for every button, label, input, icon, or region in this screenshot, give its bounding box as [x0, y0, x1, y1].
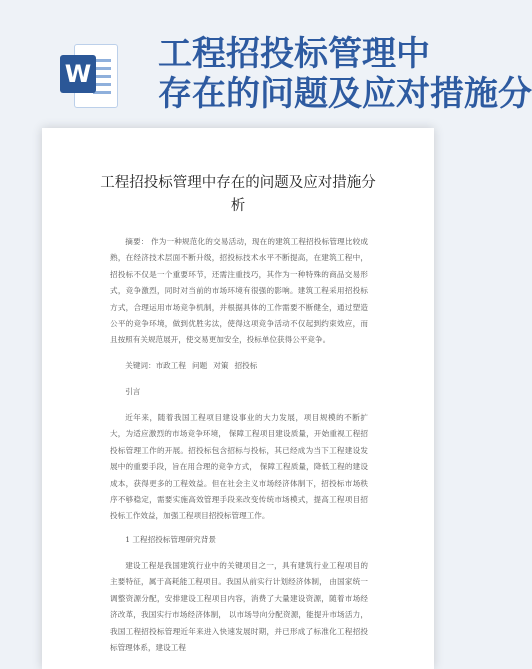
banner-title [158, 34, 532, 114]
intro-heading: 引言 [125, 387, 141, 396]
document-title: 工程招投标管理中存在的问题及应对措施分析 [100, 175, 376, 214]
abstract-paragraph: 摘要： 作为一种规范化的交易活动，现在的建筑工程招投标管理比较成熟，在经济技术层面不断升级，招投标技术水平不断提高，在建筑工程中，招投标不仅是一个重要环节，还需注重技巧，其作为一种特殊的商品交易形式，竞争激烈，同时对当前的市场环境有很强的影响。建筑工程采用招投标方式，合理运用市场竞争机制，并根据具体的工作需要不断健全，通过塑造公平的竞争环境，做到优胜劣汰，使得这项竞争活动不仅起到约束效应，而且按照有关规范展开，使交易更加安全，投标单位获得公平竞争。 [110, 237, 368, 345]
section-1-heading: 1 工程招投标管理研究背景 [125, 535, 216, 544]
keyword-item: 招投标 [234, 361, 258, 370]
keyword-item: 对策 [213, 361, 229, 370]
keywords-line [110, 358, 368, 374]
section-1-paragraph: 建设工程是我国建筑行业中的关键项目之一，具有建筑行业工程项目的主要特征，属于高耗能工程项目。我国从前实行计划经济体制， 由国家统一调整资源分配，安排建设工程项目内容，消费了大量建设资源，随着市场经济改革，我国实行市场经济体制， 以市场导向分配资源，能提升市场活力，我国工程招投标管理近年来进入快速发展时期，并已形成了标准化工程招投标管理体系，建设工程 [110, 561, 368, 653]
intro-paragraph: 近年来，随着我国工程项目建设事业的大力发展，项目规模的不断扩大，为适应激烈的市场竞争环境， 保障工程项目建设质量，开始重视工程招投标管理工作的开展。招投标包含招标与投标，其已经成为当下工程建设发展中的重要手段，旨在用合理的竞争方式， 保障工程质量，降低工程的建设成本，获得更多的工程效益。但在社会主义市场经济体制下，招投标市场秩序不够稳定，需要实施高效管理手段来改变传统市场模式，提高工程项目招投标工作效益，加强工程项目招投标管理工作。 [110, 413, 368, 521]
document-page [42, 128, 434, 669]
keyword-item: 问题 [192, 361, 208, 370]
keyword-item: 市政工程 [155, 361, 186, 370]
banner-title-line-2: 存在的问题及应对措施分 [158, 74, 532, 114]
word-icon [60, 44, 118, 106]
word-icon-badge: W [60, 55, 96, 93]
banner-title-line-1: 工程招投标管理中 [158, 34, 430, 74]
keywords-label: 关键词： [125, 361, 156, 370]
